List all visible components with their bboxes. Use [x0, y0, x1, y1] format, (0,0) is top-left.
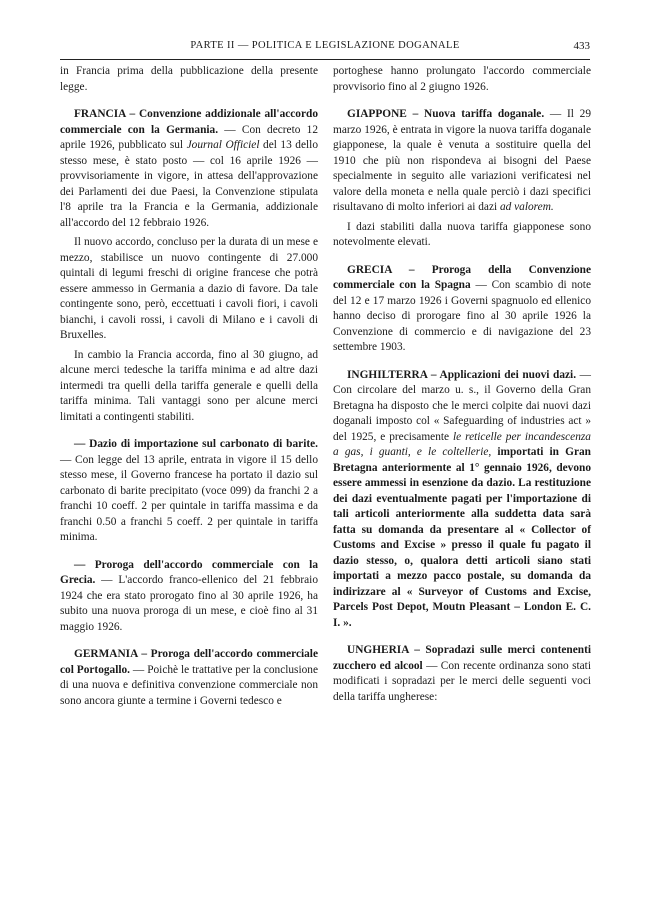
francia-text-a: — Con decreto 12 aprile 1926, pubblicato sul	[60, 123, 318, 151]
francia-cambio-paragraph: In cambio la Francia accorda, fino al 30 giugno, ad alcune merci tedesche la tariffa minima e ad altre dazi intermedi tra quelli della tariffa generale e quelli della tariffa minima. Tali vantaggi sono per alcune merci limitati a contingenti stabiliti.	[60, 348, 318, 423]
continued-paragraph-right: portoghese hanno prolungato l'accordo commerciale provvisorio fino al 2 giugno 1926.	[333, 65, 591, 93]
grecia-text: — Con scambio di note del 12 e 17 marzo 1926 i Governi spagnuolo ed ellenico hanno deciso di prorogare fino al 30 aprile 1926 la Convenzione di commercio e di navigazione del 23 settembre 1903.	[333, 279, 591, 353]
continued-paragraph: in Francia prima della pubblicazione della presente legge.	[60, 65, 318, 93]
grecia-heading: GRECIA – Proroga della Convenzione commerciale con la Spagna	[333, 263, 591, 291]
germania-heading: GERMANIA – Proroga dell'accordo commerciale col Portogallo.	[60, 648, 318, 676]
barite-text: — Con legge del 13 aprile, entrata in vigore il 15 dello stesso mese, il Governo francese ha portato il dazio sul carbonato di barite precipitato (voce 099) da franchi 2 a franchi 10 coeff. 2 per quintale in tariffa massima e da franchi 0.50 a franchi 5 coeff. 2 per quintale in tariffa minima.	[60, 453, 318, 543]
germania-paragraph	[60, 647, 318, 709]
page-number: 433	[573, 40, 590, 52]
grecia-proroga-heading: — Proroga dell'accordo commerciale con la Grecia.	[60, 558, 318, 586]
francia-text-b: del 13 dello stesso mese, è stato posto — col 16 aprile 1926 — provvisoriamente in vigore, in attesa dell'approvazione dei Parlamenti dei due Paesi, la Convenzione stipulata l'8 aprile tra la Francia e la Germania, addizionale all'accordo del 12 febbraio 1926.	[60, 139, 318, 229]
barite-heading: — Dazio di importazione sul carbonato di barite.	[74, 438, 318, 450]
grecia-proroga-paragraph	[60, 558, 318, 636]
germania-text: — Poichè le trattative per la conclusione di una nuova e definitiva convenzione commerciale non sono ancora giunte a termine i Governi tedesco e	[60, 663, 318, 707]
giappone-dazi-paragraph: I dazi stabiliti dalla nuova tariffa giapponese sono notevolmente elevati.	[333, 220, 591, 248]
francia-heading: FRANCIA – Convenzione addizionale all'accordo commerciale con la Germania.	[60, 108, 318, 136]
giappone-paragraph	[333, 107, 591, 216]
inghilterra-heading: INGHILTERRA – Applicazioni dei nuovi dazi.	[347, 368, 577, 381]
header-title: PARTE II — POLITICA E LEGISLAZIONE DOGANALE	[190, 40, 460, 51]
ungheria-text: — Con recente ordinanza sono stati modificati i sopradazi per le merci delle seguenti voci della tariffa ungherese:	[333, 659, 591, 703]
inghilterra-goods-list: le reticelle per incandescenza a gas, i guanti, e le coltellerie,	[333, 430, 591, 458]
journal-officiel-title: Journal Officiel	[186, 139, 260, 151]
giappone-heading: GIAPPONE – Nuova tariffa doganale.	[347, 108, 545, 120]
giappone-text: — Il 29 marzo 1926, è entrata in vigore la nuova tariffa doganale giapponese, la quale è venuta a sostituire quella del 1910 che più non rispondeva ai bisogni del Paese specialmente in seguito alle variazioni verificatesi nel valore della moneta e nella quale perciò i dazi specifici risultavano di molto inferiori ai dazi	[333, 108, 592, 213]
francia-nuovo-accordo-paragraph: Il nuovo accordo, concluso per la durata di un mese e mezzo, stabilisce un nuovo contingente di 27.000 quintali di legumi freschi di origine francese che potrà essere ammesso in Germania a dazio di favore. Da tale contingente sono, però, eccettuati i cavoli fiori, i cavoli bianchi, i cavoli rossi, i cavoli di Milano e i cavoli di Bruxelles.	[60, 236, 318, 341]
right-column	[333, 64, 591, 705]
grecia-proroga-text: — L'accordo franco-ellenico del 21 febbraio 1924 che era stato prorogato fino al 30 aprile 1926, ha subito una nuova proroga di un mese, e cioè fino al 31 maggio 1926.	[60, 574, 318, 633]
header-rule	[60, 59, 590, 60]
inghilterra-text-b: importati in Gran Bretagna anteriormente al 1° gennaio 1926, devono essere ammessi in esenzione da dazio. La restituzione dei dazi eventualmente pagati per l'importazione di tali articoli anteriormente alla suddetta data sarà fatta su domanda da presentare al « Collector of Customs and Excise » presso il quale fu pagato il dazio stesso, o, qualora detti articoli siano stati importati a mezzo pacco postale, su domanda da indirizzare al « Surveyor of Customs and Excise, Parcels Post Depot, Moutn Pleasant – London E. C. I. ».	[333, 446, 591, 629]
francia-convenzione-paragraph	[60, 107, 318, 231]
left-column	[60, 64, 318, 709]
grecia-spagna-paragraph	[333, 263, 591, 356]
inghilterra-paragraph	[333, 368, 591, 632]
ungheria-paragraph	[333, 643, 591, 705]
ungheria-heading: UNGHERIA – Sopradazi sulle merci contenenti zucchero ed alcool	[333, 644, 591, 672]
inghilterra-text-a: — Con circolare del marzo u. s., il Governo della Gran Bretagna ha disposto che le merci colpite dai nuovi dazi doganali imposto col « Safeguarding of industries act » del 1925, e precisamente	[333, 368, 591, 443]
ad-valorem-term: ad valorem.	[499, 201, 554, 213]
running-header	[60, 40, 590, 56]
barite-paragraph	[60, 437, 318, 546]
